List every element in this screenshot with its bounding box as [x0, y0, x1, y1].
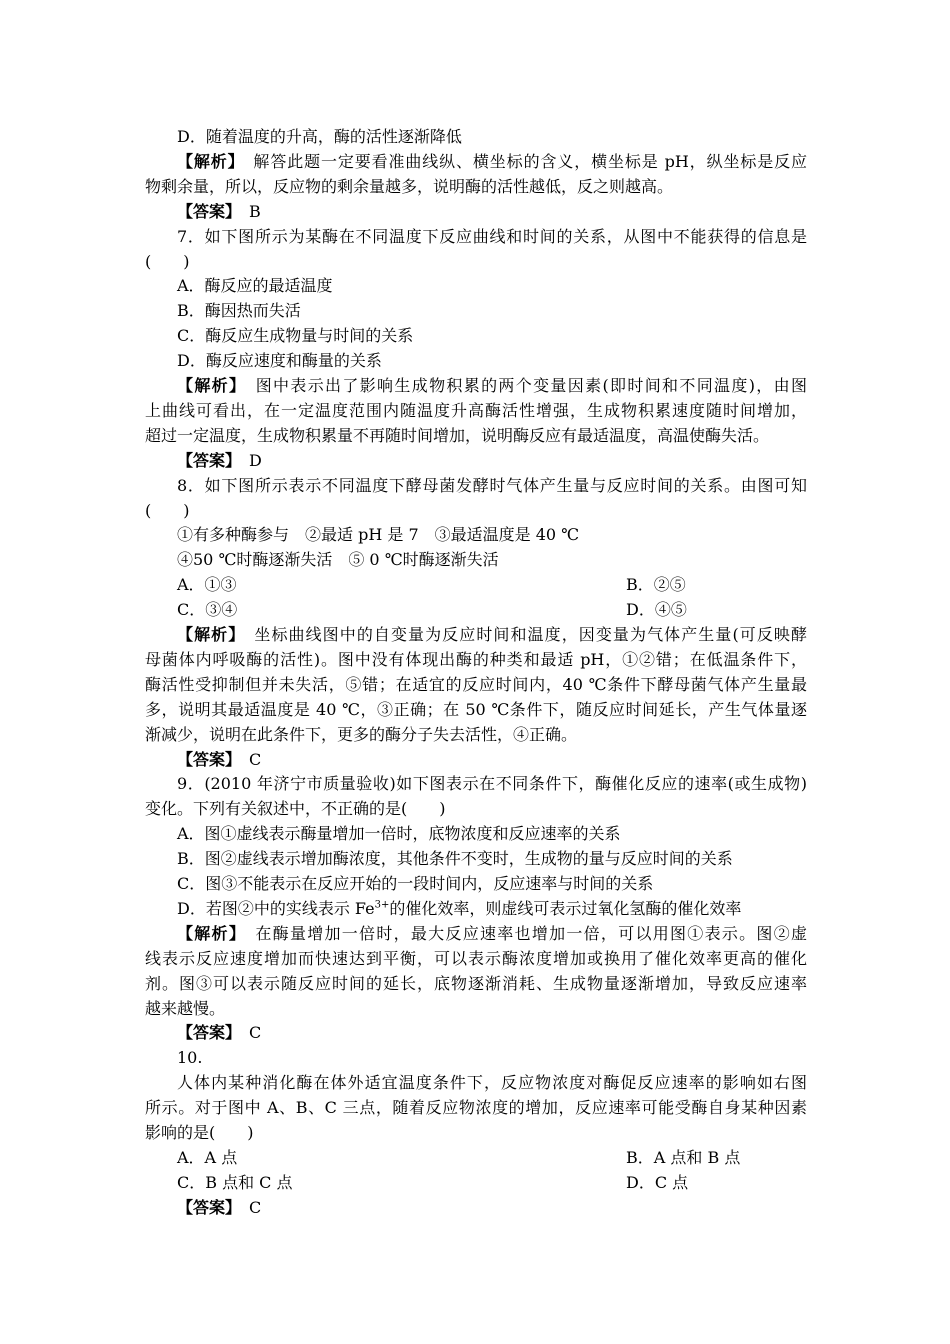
answer-label: 【答案】 — [177, 1023, 234, 1042]
q9-analysis-line-4: 越来越慢。 — [145, 999, 226, 1018]
q9-option-b: B．图②虚线表示增加酶浓度，其他条件不变时，生成物的量与反应时间的关系 — [177, 849, 733, 868]
q7-option-b: B．酶因热而失活 — [177, 301, 301, 320]
q10-stem-line-2: 所示。对于图中 A、B、C 三点，随着反应物浓度的增加，反应速率可能受酶自身某种因素 — [145, 1098, 807, 1117]
q8-items-line-1: ①有多种酶参与 ②最适 pH 是 7 ③最适温度是 40 ℃ — [177, 525, 580, 544]
q8-stem-line-1: 8．如下图所示表示不同温度下酵母菌发酵时气体产生量与反应时间的关系。由图可知 — [177, 476, 807, 495]
q8-analysis-line-4: 多，说明其最适温度是 40 ℃，③正确；在 50 ℃条件下，随反应时间延长，产生气体量逐 — [145, 700, 807, 719]
q9-stem-line-2: 变化。下列有关叙述中，不正确的是( ) — [145, 799, 446, 818]
q10-option-c: C．B 点和 C 点 — [177, 1173, 293, 1192]
q10-answer: 【答案】 C — [177, 1198, 262, 1217]
analysis-label: 【解析】 — [177, 376, 239, 395]
q8-answer: 【答案】 C — [177, 750, 262, 769]
q8-option-a: A．①③ — [177, 575, 237, 594]
q6-option-d: D．随着温度的升高，酶的活性逐渐降低 — [177, 127, 462, 146]
q9-analysis-line-1: 【解析】 在酶量增加一倍时，最大反应速率也增加一倍，可以用图①表示。图②虚 — [177, 924, 807, 943]
q8-options-row-1 — [177, 574, 807, 596]
q9-option-a: A．图①虚线表示酶量增加一倍时，底物浓度和反应速率的关系 — [177, 824, 621, 843]
q7-analysis-line-1: 【解析】 图中表示出了影响生成物积累的两个变量因素(即时间和不同温度)，由图 — [177, 376, 807, 395]
q8-analysis-line-3: 酶活性受抑制但并未失活，⑤错；在适宜的反应时间内，40 ℃条件下酵母菌气体产生量最 — [145, 675, 807, 694]
answer-label: 【答案】 — [177, 1198, 234, 1217]
analysis-label: 【解析】 — [177, 924, 239, 943]
answer-label: 【答案】 — [177, 750, 234, 769]
q10-options-row-2 — [177, 1172, 807, 1194]
q10-option-b: B．A 点和 B 点 — [626, 1148, 741, 1167]
q8-option-b: B．②⑤ — [626, 575, 686, 594]
q6-answer: 【答案】 B — [177, 202, 261, 221]
q10-number: 10. — [177, 1048, 203, 1067]
q10-option-d: D．C 点 — [626, 1173, 689, 1192]
analysis-label: 【解析】 — [177, 152, 237, 171]
q7-option-d: D．酶反应速度和酶量的关系 — [177, 351, 382, 370]
q6-analysis-line-1: 【解析】 解答此题一定要看准曲线纵、横坐标的含义，横坐标是 pH，纵坐标是反应 — [177, 152, 807, 171]
q10-stem-line-3: 影响的是( ) — [145, 1123, 254, 1142]
q7-option-c: C．酶反应生成物量与时间的关系 — [177, 326, 414, 345]
q7-answer: 【答案】 D — [177, 451, 262, 470]
q7-analysis-line-3: 超过一定温度，生成物积累量不再随时间增加，说明酶反应有最适温度，高温使酶失活。 — [145, 426, 770, 445]
q9-option-d: D．若图②中的实线表示 $Fe^{3+}$的催化效率，则虚线可表示过氧化氢酶的催化效率 — [177, 899, 742, 918]
q8-options-row-2 — [177, 599, 807, 621]
analysis-label: 【解析】 — [177, 625, 238, 644]
q7-option-a: A．酶反应的最适温度 — [177, 276, 333, 295]
q8-option-c: C．③④ — [177, 600, 238, 619]
q7-stem-line-2: ( ) — [145, 252, 190, 271]
q8-items-line-2: ④50 ℃时酶逐渐失活 ⑤ 0 ℃时酶逐渐失活 — [177, 550, 499, 569]
q6-analysis-line-2: 物剩余量，所以，反应物的剩余量越多，说明酶的活性越低，反之则越高。 — [145, 177, 674, 196]
q8-analysis-line-5: 渐减少，说明在此条件下，更多的酶分子失去活性，④正确。 — [145, 725, 578, 744]
q9-stem-line-1: 9．(2010 年济宁市质量验收)如下图表示在不同条件下，酶催化反应的速率(或生成物) — [177, 774, 807, 793]
q8-option-d: D．④⑤ — [626, 600, 687, 619]
q10-options-row-1 — [177, 1147, 807, 1169]
q9-answer: 【答案】 C — [177, 1023, 262, 1042]
q8-analysis-line-2: 母菌体内呼吸酶的活性)。图中没有体现出酶的种类和最适 pH，①②错；在低温条件下， — [145, 650, 807, 669]
q10-stem-line-1: 人体内某种消化酶在体外适宜温度条件下，反应物浓度对酶促反应速率的影响如右图 — [177, 1073, 807, 1092]
q9-option-c: C．图③不能表示在反应开始的一段时间内，反应速率与时间的关系 — [177, 874, 654, 893]
q8-analysis-line-1: 【解析】 坐标曲线图中的自变量为反应时间和温度，因变量为气体产生量(可反映酵 — [177, 625, 807, 644]
q9-analysis-line-2: 线表示反应速度增加而快速达到平衡，可以表示酶浓度增加或换用了催化效率更高的催化 — [145, 949, 807, 968]
q10-option-a: A．A 点 — [177, 1148, 238, 1167]
q7-analysis-line-2: 上曲线可看出，在一定温度范围内随温度升高酶活性增强，生成物积累速度随时间增加， — [145, 401, 807, 420]
q8-stem-line-2: ( ) — [145, 501, 190, 520]
q7-stem-line-1: 7．如下图所示为某酶在不同温度下反应曲线和时间的关系，从图中不能获得的信息是 — [177, 227, 807, 246]
answer-label: 【答案】 — [177, 451, 234, 470]
q9-analysis-line-3: 剂。图③可以表示随反应时间的延长，底物逐渐消耗、生成物量逐渐增加，导致反应速率 — [145, 974, 807, 993]
answer-label: 【答案】 — [177, 202, 234, 221]
